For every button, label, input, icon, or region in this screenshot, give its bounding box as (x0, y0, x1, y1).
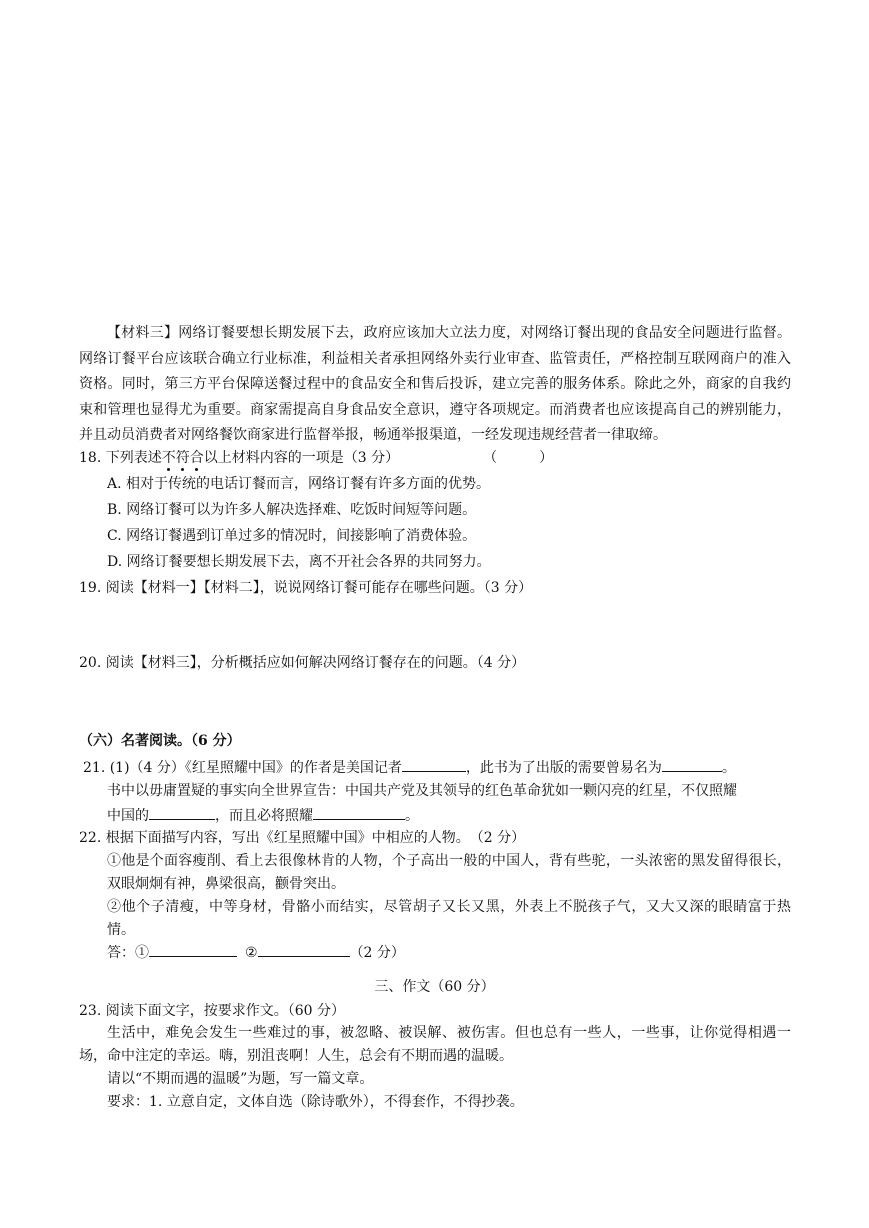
answer-mid: ② (245, 945, 258, 961)
question-21-line-1 (83, 757, 736, 778)
alt-title-blank[interactable] (662, 757, 722, 772)
question-18-suffix: 以上材料内容的一项是（3 分） (203, 450, 400, 466)
question-22-description-1: ①他是个面容瘦削、看上去很像林肯的人物，个子高出一般的中国人，背有些驼，一头浓密的黑发留得很长，双眼炯炯有神，鼻梁很高，颧骨突出。 (107, 853, 791, 892)
answer-blank-1[interactable] (149, 942, 237, 957)
option-c: C. 网络订餐遇到订单过多的情况时，间接影响了消费体验。 (107, 528, 477, 544)
question-20: 20. 阅读【材料三】，分析概括应如何解决网络订餐存在的问题。（4 分） (79, 655, 526, 671)
question-21-text-a: 21. (1)（4 分）《红星照耀中国》的作者是美国记者 (83, 760, 402, 776)
material-three-paragraph: 【材料三】网络订餐要想长期发展下去，政府应该加大立法力度，对网络订餐出现的食品安全问题进行监督。网络订餐平台应该联合确立行业标准，利益相关者承担网络外卖行业审查、监管责任，严格控制互联网商户的准入资格。同时，第三方平台保障送餐过程中的食品安全和售后投诉，建立完善的服务体系。除此之外，商家的自我约束和管理也显得尤为重要。商家需提高自身食品安全意识，遵守各项规定。而消费者也应该提高自己的辨别能力，并且动员消费者对网络餐饮商家进行监督举报，畅通举报渠道，一经发现违规经营者一律取缔。 (79, 325, 791, 443)
answer-suffix: （2 分） (349, 945, 405, 961)
question-21-line-3 (107, 805, 419, 826)
question-18-prefix: 18. 下列表述 (79, 450, 162, 466)
question-21-text-b: ，此书为了出版的需要曾易名为 (465, 760, 662, 776)
question-18-answer-paren: （ ） (483, 450, 554, 466)
emphasis-char-2: 符 (175, 450, 190, 466)
option-a: A. 相对于传统的电话订餐而言，网络订餐有许多方面的优势。 (107, 476, 491, 492)
shine-china-blank[interactable] (149, 805, 215, 820)
question-21-text-c: 。 (721, 760, 736, 776)
answer-blank-2[interactable] (258, 942, 350, 957)
author-blank[interactable] (402, 757, 466, 772)
emphasis-char-1: 不 (161, 450, 176, 466)
emphasis-char-3: 合 (189, 450, 204, 466)
question-21-text-d: 中国的 (107, 808, 149, 824)
question-19: 19. 阅读【材料一】【材料二】，说说网络订餐可能存在哪些问题。（3 分） (79, 580, 533, 596)
question-22-answer (107, 942, 405, 963)
section-six-title: （六）名著阅读。（6 分） (79, 733, 241, 749)
question-22-description-2: ②他个子清瘦，中等身材，骨骼小而结实，尽管胡子又长又黑，外表上不脱孩子气，又大又深的眼睛富于热情。 (107, 899, 791, 938)
answer-prefix: 答：① (107, 945, 149, 961)
question-23-paragraph: 生活中，难免会发生一些难过的事，被忽略、被误解、被伤害。但也总有一些人，一些事，让你觉得相遇一场，命中注定的幸运。嗨，别沮丧啊！人生，总会有不期而遇的温暖。 (79, 1025, 791, 1064)
option-d: D. 网络订餐要想长期发展下去，离不开社会各界的共同努力。 (107, 554, 491, 570)
question-21-line-2: 书中以毋庸置疑的事实向全世界宣告：中国共产党及其领导的红色革命犹如一颗闪亮的红星，不仅照耀 (107, 783, 737, 799)
shine-future-blank[interactable] (313, 805, 405, 820)
question-18-stem (79, 448, 553, 468)
question-23-prompt: 请以“不期而遇的温暖”为题，写一篇文章。 (107, 1071, 374, 1087)
question-21-text-e: ，而且必将照耀 (215, 808, 313, 824)
question-23-title: 23. 阅读下面文字，按要求作文。（60 分） (79, 1003, 345, 1019)
option-b: B. 网络订餐可以为许多人解决选择难、吃饭时间短等问题。 (107, 502, 477, 518)
question-22-title: 22. 根据下面描写内容，写出《红星照耀中国》中相应的人物。 （2 分） (79, 830, 526, 846)
question-21-text-f: 。 (405, 808, 419, 824)
section-three-title: 三、作文（60 分） (374, 979, 495, 995)
question-23-requirement: 要求：1. 立意自定，文体自选（除诗歌外），不得套作，不得抄袭。 (107, 1094, 524, 1110)
